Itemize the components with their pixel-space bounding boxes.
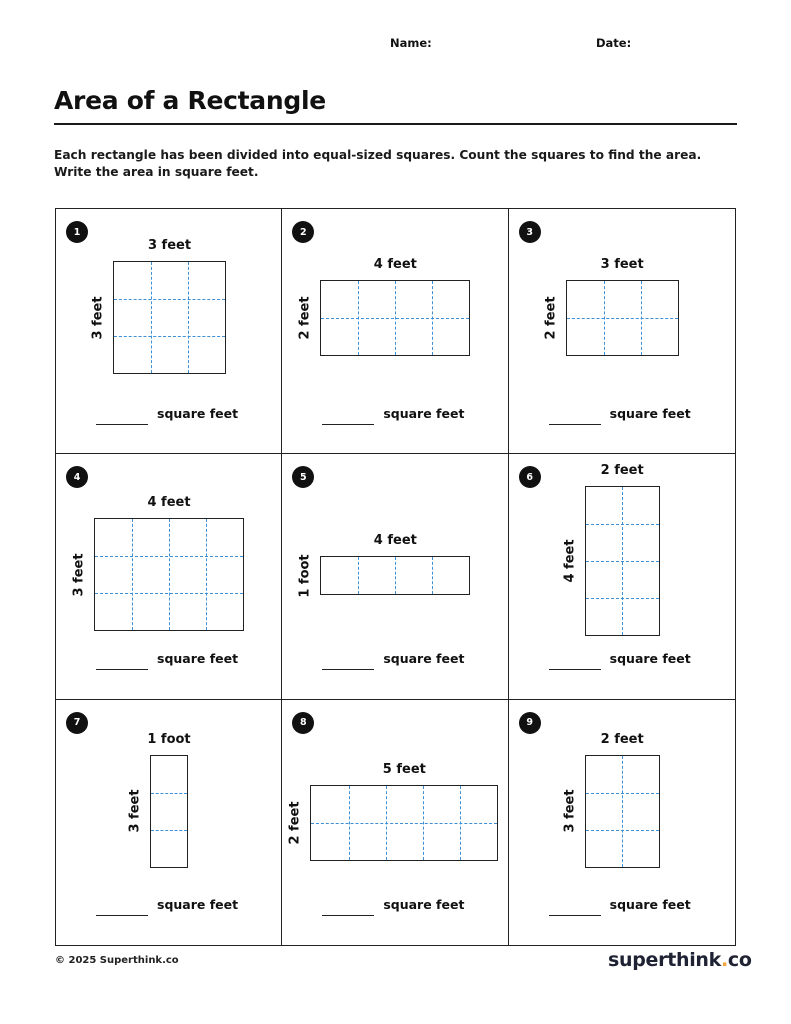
rectangle	[310, 785, 498, 861]
answer-blank[interactable]	[96, 914, 148, 916]
grid-row-line	[586, 793, 659, 794]
answer-area	[322, 896, 465, 916]
problem-number-badge: 1	[66, 221, 88, 243]
grid-row-line	[114, 336, 225, 337]
grid-row-line	[567, 318, 678, 319]
answer-blank[interactable]	[322, 668, 374, 670]
height-label: 1 foot	[297, 554, 313, 598]
rectangle	[585, 486, 660, 636]
grid-column-line	[395, 557, 396, 594]
height-label: 3 feet	[127, 789, 143, 833]
height-label: 4 feet	[562, 539, 578, 583]
width-label: 2 feet	[600, 463, 644, 479]
answer-unit: square feet	[157, 406, 239, 421]
rectangle	[113, 261, 226, 374]
height-label: 3 feet	[562, 789, 578, 833]
grid-column-line	[432, 557, 433, 594]
answer-unit: square feet	[383, 651, 465, 667]
answer-blank[interactable]	[322, 423, 374, 425]
problem-5	[282, 454, 508, 699]
answer-blank[interactable]	[549, 914, 601, 916]
problem-9	[509, 700, 735, 945]
grid-column-line	[206, 519, 207, 630]
width-label: 3 feet	[600, 257, 644, 272]
problem-number-badge: 2	[292, 221, 314, 243]
height-label: 3 feet	[90, 295, 106, 340]
answer-area	[549, 896, 691, 916]
rectangle	[150, 755, 188, 868]
rectangle	[94, 518, 244, 631]
grid-row-line	[586, 524, 659, 525]
problem-8	[282, 700, 508, 945]
problem-3	[509, 209, 735, 454]
height-label: 2 feet	[297, 296, 313, 340]
problem-number-badge: 4	[66, 466, 88, 488]
grid-row-line	[151, 830, 187, 831]
grid-column-line	[169, 519, 170, 630]
answer-area	[322, 651, 465, 670]
answer-blank[interactable]	[96, 668, 148, 670]
answer-unit: square feet	[383, 896, 465, 912]
brand-dot: .	[720, 949, 728, 971]
brand-main: superthink	[608, 949, 721, 971]
grid-column-line	[132, 519, 133, 630]
answer-blank[interactable]	[96, 423, 148, 425]
problem-number-badge: 3	[519, 221, 541, 243]
problem-grid	[55, 208, 736, 946]
copyright: © 2025 Superthink.co	[55, 955, 179, 966]
problem-6	[509, 454, 735, 699]
answer-unit: square feet	[609, 896, 691, 912]
answer-area	[322, 406, 465, 425]
width-label: 4 feet	[373, 257, 417, 272]
problem-number-badge: 5	[292, 466, 314, 488]
height-label: 2 feet	[287, 801, 303, 845]
rectangle	[585, 755, 660, 868]
rectangle	[566, 280, 679, 356]
grid-column-line	[358, 557, 359, 594]
problem-number-badge: 9	[519, 712, 541, 734]
answer-blank[interactable]	[549, 668, 601, 670]
problem-number-badge: 8	[292, 712, 314, 734]
grid-row-line	[586, 561, 659, 562]
page-title: Area of a Rectangle	[54, 86, 326, 115]
answer-unit: square feet	[383, 406, 465, 421]
width-label: 4 feet	[147, 495, 191, 511]
answer-blank[interactable]	[549, 423, 601, 425]
answer-area	[549, 651, 691, 670]
answer-unit: square feet	[157, 651, 239, 667]
date-label: Date:	[596, 36, 632, 50]
grid-row-line	[95, 593, 243, 594]
width-label: 1 foot	[147, 731, 191, 747]
rectangle	[320, 556, 470, 595]
grid-row-line	[95, 556, 243, 557]
name-label: Name:	[390, 36, 432, 50]
grid-row-line	[311, 823, 497, 824]
grid-column-line	[622, 756, 623, 867]
title-divider	[54, 123, 737, 125]
brand-logo	[608, 949, 752, 971]
height-label: 2 feet	[543, 296, 559, 340]
brand-tld: co	[727, 949, 752, 971]
grid-row-line	[586, 598, 659, 599]
answer-area	[96, 896, 239, 916]
answer-unit: square feet	[157, 896, 239, 912]
problem-7	[56, 700, 282, 945]
grid-column-line	[151, 262, 152, 373]
grid-row-line	[114, 299, 225, 300]
height-label: 3 feet	[71, 553, 87, 597]
instructions: Each rectangle has been divided into equal-sized squares. Count the squares to find the area. Write the area in square feet.	[54, 148, 702, 179]
answer-blank[interactable]	[322, 914, 374, 916]
problem-4	[56, 454, 282, 699]
width-label: 4 feet	[373, 533, 417, 549]
grid-row-line	[151, 793, 187, 794]
width-label: 5 feet	[382, 761, 426, 777]
grid-row-line	[321, 318, 469, 319]
grid-row-line	[586, 830, 659, 831]
problem-2	[282, 209, 508, 454]
answer-unit: square feet	[609, 651, 691, 667]
problem-number-badge: 6	[519, 466, 541, 488]
width-label: 3 feet	[147, 238, 192, 253]
problem-number-badge: 7	[66, 712, 88, 734]
answer-area	[96, 651, 239, 670]
answer-area	[96, 406, 239, 425]
rectangle	[320, 280, 470, 356]
problem-1	[56, 209, 282, 454]
answer-area	[549, 406, 691, 425]
grid-column-line	[188, 262, 189, 373]
width-label: 2 feet	[600, 731, 644, 747]
answer-unit: square feet	[609, 406, 691, 421]
